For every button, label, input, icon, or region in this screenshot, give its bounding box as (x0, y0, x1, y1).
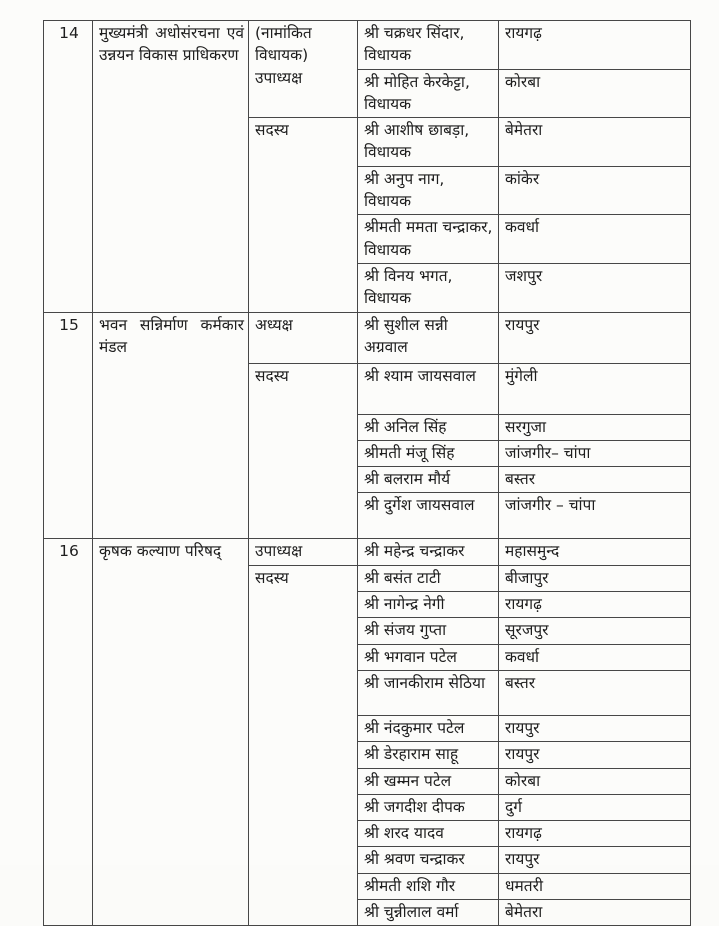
member-name-cell: श्री चुन्नीलाल वर्मा (358, 900, 499, 926)
district-cell: जांजगीर– चांपा (499, 440, 691, 466)
member-name-cell: श्रीमती शशि गौर (358, 873, 499, 899)
member-name-cell: श्री खम्मन पटेल (358, 768, 499, 794)
member-name-cell: श्री बलराम मौर्य (358, 467, 499, 493)
member-name-cell: श्री भगवान पटेल (358, 644, 499, 670)
district-cell: बस्तर (499, 467, 691, 493)
district-cell: जशपुर (499, 263, 691, 312)
serial-cell: 16 (44, 539, 93, 926)
member-name-cell: श्री जगदीश दीपक (358, 794, 499, 820)
member-name-cell: श्री संजय गुप्ता (358, 618, 499, 644)
organization-cell: मुख्यमंत्री अधोसंरचना एवं उन्नयन विकास प्राधिकरण (93, 21, 249, 313)
member-name-cell: श्रीमती ममता चन्द्राकर, विधायक (358, 215, 499, 264)
member-name-cell: श्री शरद यादव (358, 821, 499, 847)
member-name-cell: श्री महेन्द्र चन्द्राकर (358, 539, 499, 565)
member-name-cell: श्री अनिल सिंह (358, 414, 499, 440)
district-cell: मुंगेली (499, 363, 691, 414)
district-cell: सरगुजा (499, 414, 691, 440)
district-cell: कोरबा (499, 768, 691, 794)
member-name-cell: श्री श्याम जायसवाल (358, 363, 499, 414)
table-row (44, 539, 691, 565)
member-name-cell: श्री दुर्गेश जायसवाल (358, 493, 499, 539)
district-cell: रायपुर (499, 742, 691, 768)
district-cell: कवर्धा (499, 215, 691, 264)
district-cell: कांकेर (499, 166, 691, 215)
district-cell: कवर्धा (499, 644, 691, 670)
district-cell: बीजापुर (499, 565, 691, 591)
member-name-cell: श्री नंदकुमार पटेल (358, 715, 499, 741)
district-cell: धमतरी (499, 873, 691, 899)
serial-cell: 15 (44, 312, 93, 539)
position-cell: (नामांकित विधायक) उपाध्यक्ष (249, 21, 358, 118)
position-cell: अध्यक्ष (249, 312, 358, 363)
member-name-cell: श्री सुशील सन्नी अग्रवाल (358, 312, 499, 363)
district-cell: रायपुर (499, 715, 691, 741)
serial-cell: 14 (44, 21, 93, 313)
member-name-cell: श्री श्रवण चन्द्राकर (358, 847, 499, 873)
member-name-cell: श्री जानकीराम सेठिया (358, 670, 499, 715)
member-name-cell: श्रीमती मंजू सिंह (358, 440, 499, 466)
district-cell: सूरजपुर (499, 618, 691, 644)
member-name-cell: श्री चक्रधर सिंदार, विधायक (358, 21, 499, 70)
position-cell: उपाध्यक्ष (249, 539, 358, 565)
district-cell: महासमुन्द (499, 539, 691, 565)
position-cell: सदस्य (249, 118, 358, 312)
committee-appointments-table (43, 20, 691, 926)
district-cell: बेमेतरा (499, 900, 691, 926)
district-cell: कोरबा (499, 69, 691, 118)
member-name-cell: श्री विनय भगत, विधायक (358, 263, 499, 312)
member-name-cell: श्री आशीष छाबड़ा, विधायक (358, 118, 499, 167)
district-cell: बेमेतरा (499, 118, 691, 167)
district-cell: दुर्ग (499, 794, 691, 820)
table-row (44, 312, 691, 363)
district-cell: बस्तर (499, 670, 691, 715)
member-name-cell: श्री अनुप नाग, विधायक (358, 166, 499, 215)
organization-cell: कृषक कल्याण परिषद् (93, 539, 249, 926)
member-name-cell: श्री बसंत टाटी (358, 565, 499, 591)
district-cell: रायपुर (499, 847, 691, 873)
member-name-cell: श्री मोहित केरकेट्टा, विधायक (358, 69, 499, 118)
district-cell: जांजगीर – चांपा (499, 493, 691, 539)
district-cell: रायगढ़ (499, 592, 691, 618)
district-cell: रायपुर (499, 312, 691, 363)
member-name-cell: श्री नागेन्द्र नेगी (358, 592, 499, 618)
member-name-cell: श्री डेरहाराम साहू (358, 742, 499, 768)
position-cell: सदस्य (249, 565, 358, 926)
district-cell: रायगढ़ (499, 821, 691, 847)
organization-cell: भवन सन्निर्माण कर्मकार मंडल (93, 312, 249, 539)
district-cell: रायगढ़ (499, 21, 691, 70)
position-cell: सदस्य (249, 363, 358, 539)
table-row (44, 21, 691, 70)
